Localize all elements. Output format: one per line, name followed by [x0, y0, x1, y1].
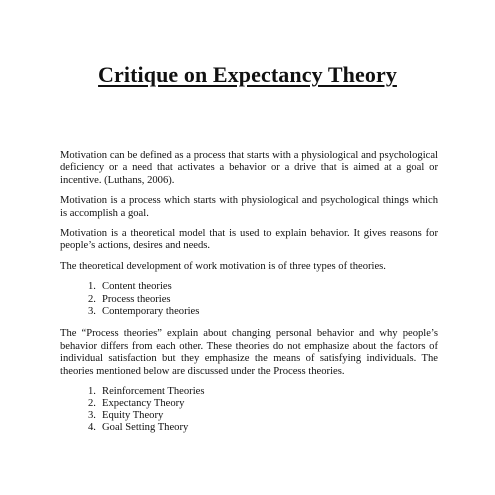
list-item — [60, 306, 438, 318]
list-number: 2. — [88, 293, 96, 305]
list-number: 4. — [88, 422, 96, 434]
list-item — [60, 281, 438, 293]
process-theories-list — [60, 386, 438, 434]
list-text: Reinforcement Theories — [102, 386, 205, 398]
paragraph-definition: Motivation can be defined as a process that starts with a physiological and psychological deficiency or a need that activates a behavior or a drive that is aimed at a goal or incentive. (Luthans, 2006). — [60, 150, 438, 186]
list-item — [60, 410, 438, 422]
list-text: Equity Theory — [102, 410, 164, 422]
paragraph-process-theories: The “Process theories” explain about changing personal behavior and why people’s behavior differs from each other. These theories do not emphasize about the factors of individual satisfaction but they emphasize the means of satisfying individuals. The theories mentioned below are discussed under the Process theories. — [60, 328, 438, 377]
list-text: Expectancy Theory — [102, 398, 185, 410]
list-number: 1. — [88, 386, 96, 398]
list-number: 1. — [88, 281, 96, 293]
document-body — [60, 150, 438, 444]
list-item — [60, 386, 438, 398]
page-title: Critique on Expectancy Theory — [98, 62, 397, 87]
paragraph-process: Motivation is a process which starts with physiological and psychological things which is accomplish a goal. — [60, 195, 438, 219]
paragraph-development: The theoretical development of work motivation is of three types of theories. — [60, 260, 386, 272]
list-text: Process theories — [102, 293, 171, 305]
list-number: 3. — [88, 306, 96, 318]
paragraph-model: Motivation is a theoretical model that is used to explain behavior. It gives reasons for people’s actions, desires and needs. — [60, 228, 438, 252]
list-item — [60, 294, 438, 306]
list-item — [60, 398, 438, 410]
list-text: Contemporary theories — [102, 306, 200, 318]
list-number: 2. — [88, 398, 96, 410]
theory-types-list — [60, 281, 438, 318]
list-item — [60, 422, 438, 434]
list-text: Content theories — [102, 281, 172, 293]
list-text: Goal Setting Theory — [102, 422, 189, 434]
list-number: 3. — [88, 410, 96, 422]
